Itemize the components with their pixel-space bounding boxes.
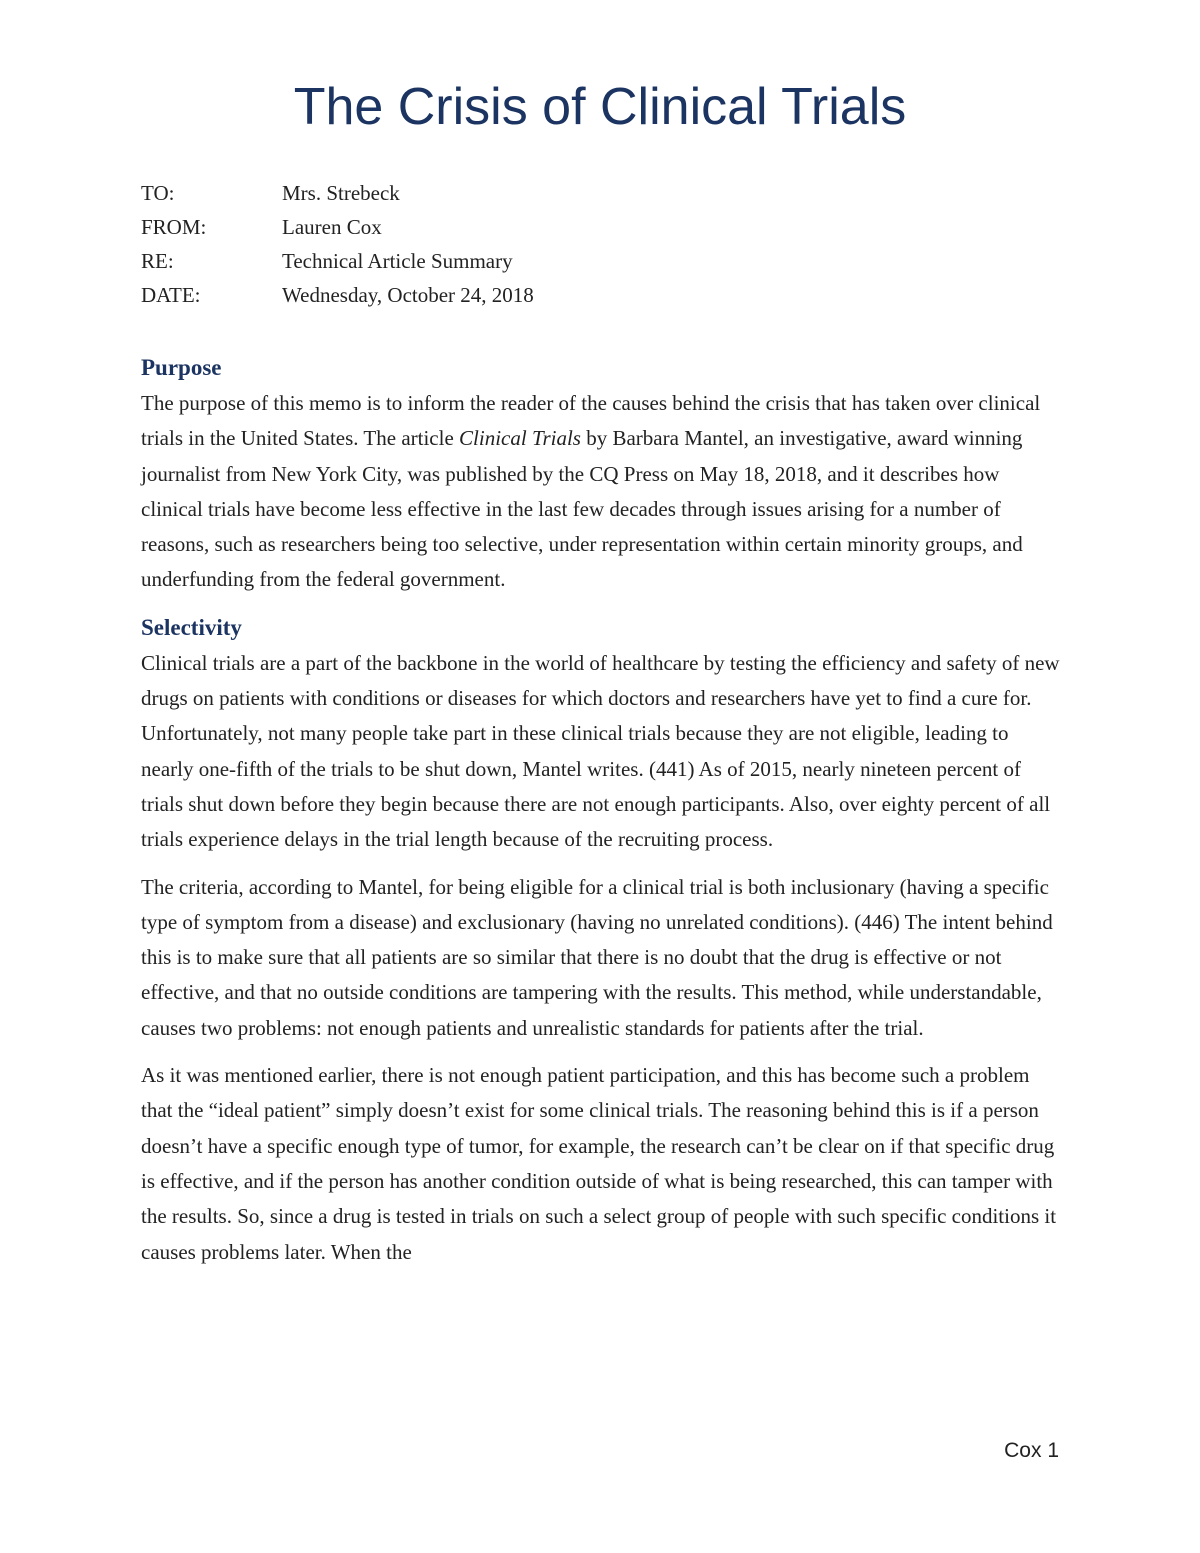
memo-date-value: Wednesday, October 24, 2018 [282,283,534,307]
memo-from-value: Lauren Cox [282,215,382,239]
section-selectivity [141,610,1061,1270]
memo-from-row [141,210,534,244]
section-heading: Selectivity [141,614,242,640]
memo-re-label: RE: [141,249,174,273]
memo-from-label: FROM: [141,215,207,239]
page-footer: Cox 1 [1004,1439,1059,1462]
page-title: The Crisis of Clinical Trials [293,78,907,136]
memo-to-label: TO: [141,181,175,205]
section-heading: Purpose [141,355,222,380]
article-title: Clinical Trials [459,426,581,451]
memo-to-row [141,176,534,210]
paragraph: The criteria, according to Mantel, for being eligible for a clinical trial is both inclusionary (having a specific type of symptom from a disease) and exclusionary (having no unrelated conditions). (446) The intent behind this is to make sure that all patients are so similar that there is no doubt that the drug is effective or not effective, and that no outside conditions are tampering with the results. This method, while understandable, causes two problems: not enough patients and unrealistic standards for patients after the trial. [141,874,1053,1040]
paragraph-text: The purpose of this memo is to inform the reader of the causes behind the crisis that has taken over clinical trials in the United States. The article [141,391,1041,451]
paragraph [141,386,1061,598]
memo-date-row [141,278,534,312]
document-body [141,350,1061,1270]
memo-header [141,176,534,312]
paragraph: Clinical trials are a part of the backbone in the world of healthcare by testing the efficiency and safety of new drugs on patients with conditions or diseases for which doctors and researchers have yet to find a cure for. Unfortunately, not many people take part in these clinical trials because they are not eligible, leading to nearly one-fifth of the trials to be shut down, Mantel writes. (441) As of 2015, nearly nineteen percent of trials shut down before they begin because there are not enough participants. Also, over eighty percent of all trials experience delays in the trial length because of the recruiting process. [141,650,1060,852]
memo-re-row [141,244,534,278]
memo-to-value: Mrs. Strebeck [282,181,400,205]
memo-re-value: Technical Article Summary [282,249,513,273]
paragraph: As it was mentioned earlier, there is not enough patient participation, and this has become such a problem that the “ideal patient” simply doesn’t exist for some clinical trials. The reasoning behind this is if a person doesn’t have a specific enough type of tumor, for example, the research can’t be clear on if that specific drug is effective, and if the person has another condition outside of what is being researched, this can tamper with the results. So, since a drug is tested in trials on such a select group of people with such specific conditions it causes problems later. When the [141,1063,1057,1264]
paragraph-text: by Barbara Mantel, an investigative, award winning journalist from New York City, was published by the CQ Press on May 18, 2018, and it describes how clinical trials have become less effective in the last few decades through issues arising for a number of reasons, such as researchers being too selective, under representation within certain minority groups, and underfunding from the federal government. [141,426,1023,592]
section-purpose [141,350,1061,598]
memo-date-label: DATE: [141,283,201,307]
